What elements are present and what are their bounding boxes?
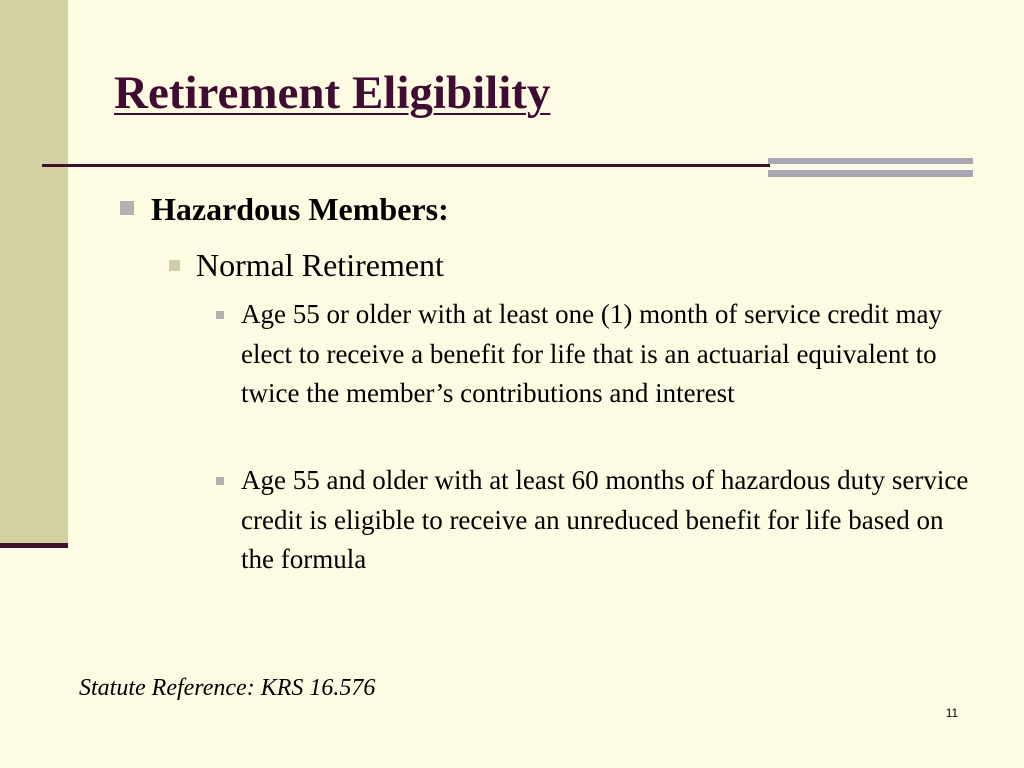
level3-text-2: Age 55 and older with at least 60 months of hazardous duty service credit is eligible to receive an unreduced benefit for life based on the formula	[241, 465, 969, 574]
slide-title: Retirement Eligibility	[114, 67, 551, 119]
level2-bullet-icon	[169, 260, 180, 271]
title-divider-accent-top	[768, 158, 973, 164]
title-divider-accent-bottom	[768, 170, 973, 177]
left-accent-bar-underline	[0, 543, 68, 548]
level1-bullet-icon	[120, 201, 134, 215]
level2-text: Normal Retirement	[196, 247, 444, 283]
level1-text: Hazardous Members:	[151, 191, 449, 227]
page-number: 11	[945, 706, 959, 720]
statute-reference: Statute Reference: KRS 16.576	[79, 675, 376, 701]
level3-bullet-icon	[216, 311, 224, 319]
left-accent-bar	[0, 0, 68, 545]
title-divider-rule	[42, 164, 770, 167]
level3-bullet-icon	[216, 477, 224, 485]
level3-text-1: Age 55 or older with at least one (1) month of service credit may elect to receive a benefit for life that is an actuarial equivalent to twice the member’s contributions and interest	[241, 299, 943, 408]
